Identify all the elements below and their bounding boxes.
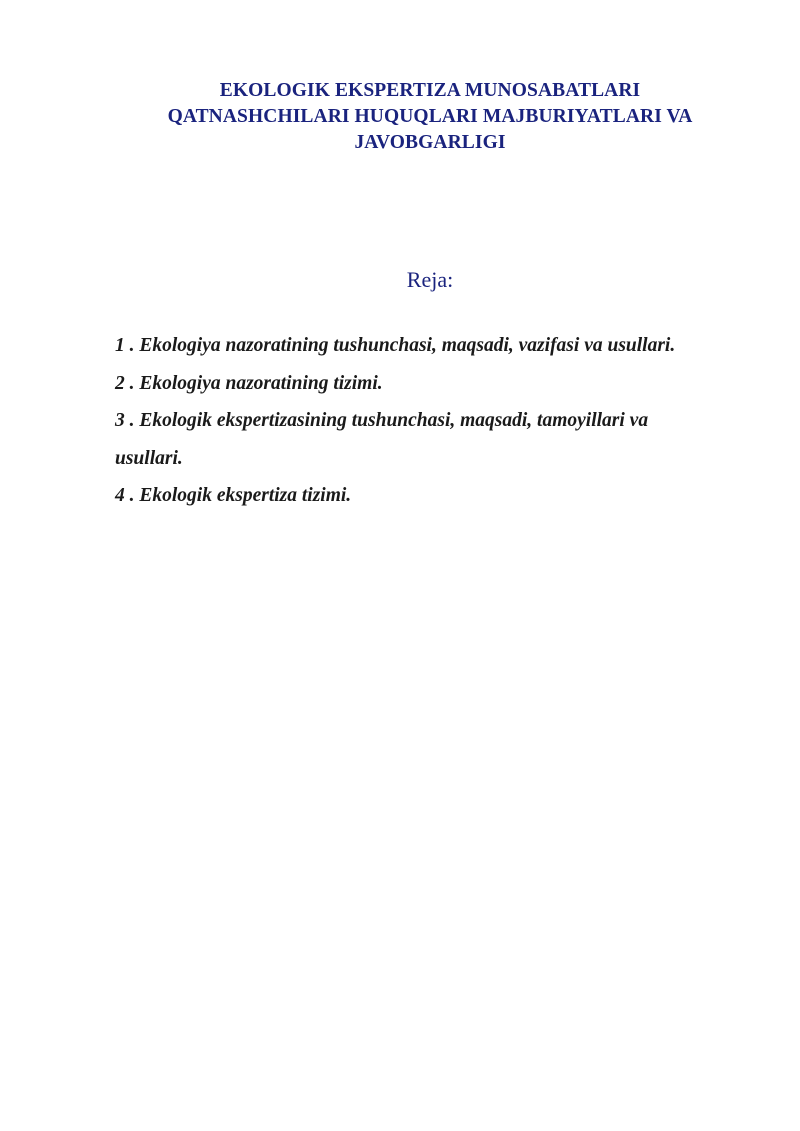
plan-heading: Reja: [406,267,454,292]
plan-item [115,365,755,403]
document-title [110,78,750,156]
document-title-line: EKOLOGIK EKSPERTIZA MUNOSABATLARI [219,80,641,101]
plan-item [115,402,755,477]
plan-item [115,477,755,515]
plan-item-text: 4 . Ekologik ekspertiza tizimi. [115,485,352,506]
plan-item-continuation: usullari. [115,447,183,469]
plan-list [115,327,755,515]
document-title-line: JAVOBGARLIGI [354,132,506,153]
plan-item [115,327,755,365]
plan-item-text: 3 . Ekologik ekspertizasining tushunchasi, maqsadi, tamoyillari va [115,410,649,431]
plan-item-text: 2 . Ekologiya nazoratining tizimi. [115,372,383,394]
plan-item-text: 1 . Ekologiya nazoratining tushunchasi, maqsadi, vazifasi va usullari. [115,335,676,356]
document-title-line: QATNASHCHILARI HUQUQLARI MAJBURIYATLARI VA [167,106,693,127]
